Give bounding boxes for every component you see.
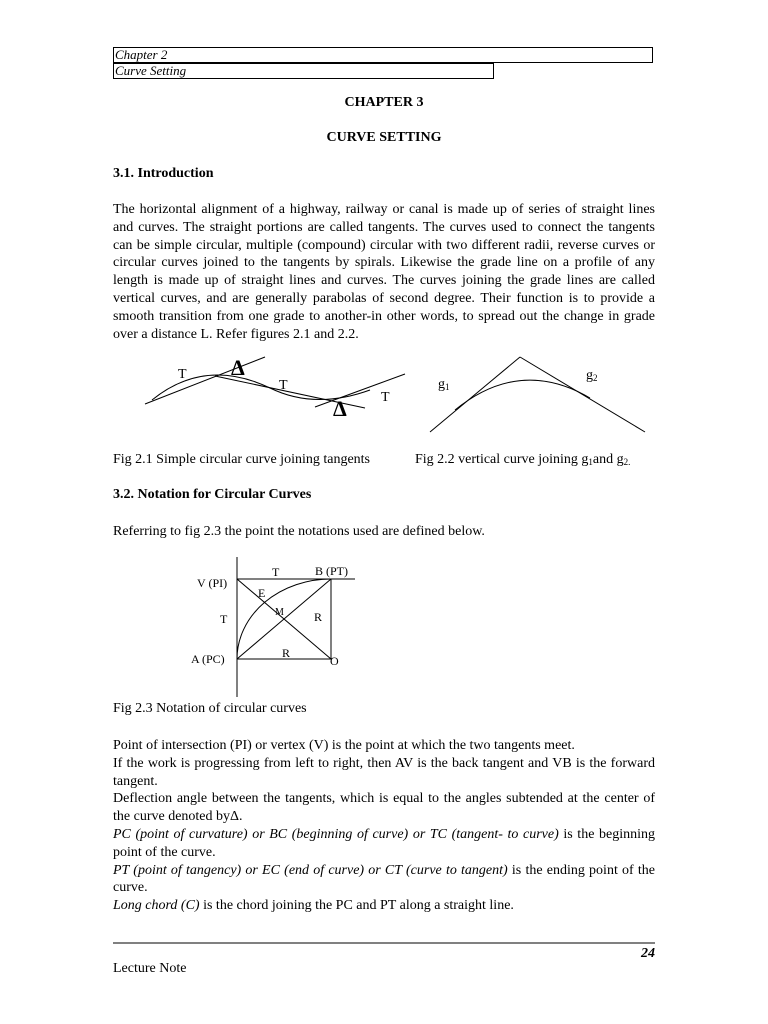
grade-line-g1: [430, 357, 520, 432]
definition-pc: PC (point of curvature) or BC (beginning of curve) or TC (tangent- to curve) is the beginning point of the curve.: [113, 826, 655, 860]
fig23-label-r-right: R: [314, 610, 323, 624]
vertical-curve: [455, 380, 590, 410]
tangent-line-left: [145, 357, 265, 404]
tangent-line-right: [315, 374, 405, 407]
fig23-label-t-left: T: [220, 612, 228, 626]
fig23-label-o: O: [330, 654, 339, 668]
fig23-label-r-bottom: R: [282, 646, 291, 660]
section-introduction-heading: 3.1. Introduction: [113, 166, 214, 181]
footer-label: Lecture Note: [113, 961, 187, 976]
fig22-label-g1: g1: [438, 377, 450, 392]
definition-pt: PT (point of tangency) or EC (end of curve) or CT (curve to tangent) is the ending point of the curve.: [113, 862, 655, 896]
fig-2-1-diagram: [140, 352, 410, 432]
definition-long-chord: Long chord (C) is the chord joining the PC and PT along a straight line.: [113, 898, 514, 914]
fig22-label-g2: g2: [586, 368, 598, 383]
fig23-label-a-pc: A (PC): [191, 652, 225, 666]
definition-deflection: Deflection angle between the tangents, which is equal to the angles subtended at the center of the curve denoted byΔ.: [113, 791, 655, 825]
section-notation-heading: 3.2. Notation for Circular Curves: [113, 487, 312, 502]
fig21-delta-bottom: Δ: [333, 396, 347, 421]
fig21-label-t2: T: [279, 378, 288, 393]
header-subject-box: [113, 63, 494, 79]
fig-2-2-diagram: [425, 352, 650, 434]
introduction-paragraph: The horizontal alignment of a highway, railway or canal is made up of series of straight lines and curves. The straight portions are called tangents. The curves used to connect the tangents can be simple circular, multiple (compound) circular with two different radii, reverse curves or circular curves joined to the tangents by spirals. Likewise the grade line on a profile of any length is made up of straight lines and curves. The curves joining the grade lines are called vertical curves, and are generally parabolas of second degree. Their function is to provide a smooth transition from one grade to another-in other words, to spread out the change in grade over a distance L. Refer figures 2.1 and 2.2.: [113, 202, 655, 342]
notation-intro: Referring to fig 2.3 the point the notations used are defined below.: [113, 524, 485, 539]
fig21-label-t1: T: [178, 367, 187, 382]
chapter-title: CHAPTER 3: [344, 95, 424, 110]
fig-2-1-caption: Fig 2.1 Simple circular curve joining tangents: [113, 452, 371, 467]
header-chapter-box: [113, 47, 653, 63]
fig-2-3-caption: Fig 2.3 Notation of circular curves: [113, 701, 307, 716]
definition-pi: Point of intersection (PI) or vertex (V) is the point at which the two tangents meet.: [113, 738, 575, 753]
page-number: 24: [641, 946, 655, 961]
footer-rule: [113, 942, 655, 944]
definition-tangents: If the work is progressing from left to right, then AV is the back tangent and VB is the forward tangent.: [113, 755, 655, 789]
fig23-label-b-pt: B (PT): [315, 564, 348, 578]
fig23-label-t-top: T: [272, 565, 280, 579]
chapter-name: CURVE SETTING: [326, 130, 442, 145]
fig-2-2-caption: Fig 2.2 vertical curve joining $g_1and$ $g_{2.}$: [415, 452, 631, 467]
definitions-block: [113, 737, 655, 915]
fig23-label-e: E: [258, 586, 266, 600]
fig21-label-t3: T: [381, 390, 390, 405]
fig-2-3-diagram: [180, 555, 370, 700]
fig23-label-m: M: [275, 607, 284, 618]
fig21-delta-top: Δ: [231, 355, 245, 380]
fig23-label-v-pi: V (PI): [197, 576, 228, 590]
header-chapter-label: Chapter 2: [115, 47, 168, 62]
grade-line-g2: [520, 357, 645, 432]
header-subject-label: Curve Setting: [115, 63, 187, 78]
